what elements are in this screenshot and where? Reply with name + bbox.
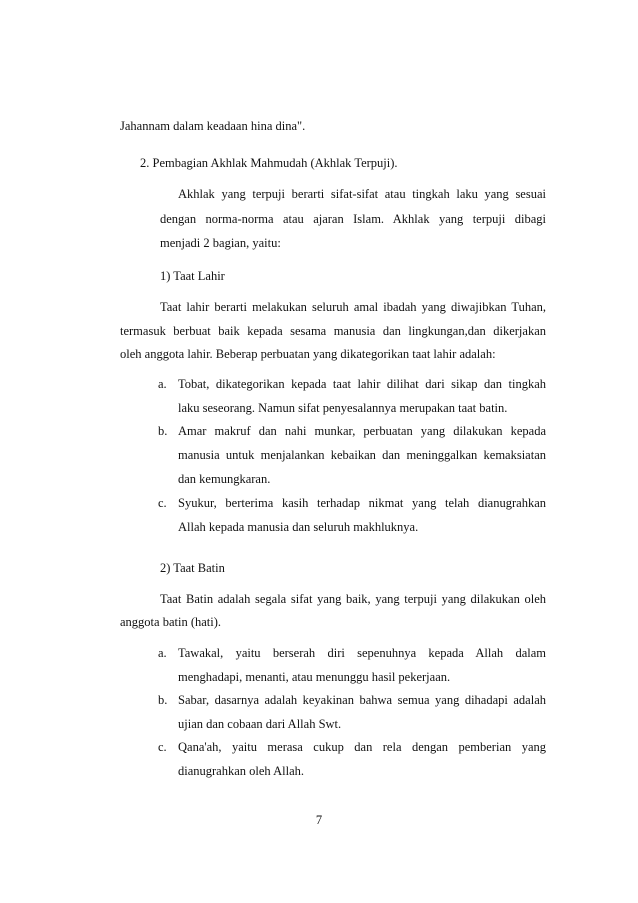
taat-lahir-para-line-2: termasuk berbuat baik kepada sesama manusia dan lingkungan,dan dikerjakan [120, 324, 546, 338]
list-item-line: Sabar, dasarnya adalah keyakinan bahwa semua yang dihadapi adalah [178, 693, 546, 707]
list-item-marker: a. [158, 377, 167, 391]
taat-lahir-para-line-3: oleh anggota lahir. Beberap perbuatan yang dikategorikan taat lahir adalah: [120, 347, 496, 361]
list-item-marker: c. [158, 740, 167, 754]
list-item-line: Syukur, berterima kasih terhadap nikmat yang telah dianugrahkan [178, 496, 546, 510]
list-item-line: dianugrahkan oleh Allah. [178, 764, 305, 778]
list-item-line: dan kemungkaran. [178, 472, 271, 486]
list-item-line: Tawakal, yaitu berserah diri sepenuhnya kepada Allah dalam [178, 646, 546, 660]
intro-line: Jahannam dalam keadaan hina dina". [120, 119, 306, 133]
section-heading: 2. Pembagian Akhlak Mahmudah (Akhlak Terpuji). [140, 156, 398, 170]
list-item-line: ujian dan cobaan dari Allah Swt. [178, 717, 342, 731]
taat-lahir-para-line-1: Taat lahir berarti melakukan seluruh amal ibadah yang diwajibkan Tuhan, [160, 300, 546, 314]
list-item-line: Amar makruf dan nahi munkar, perbuatan yang dilakukan kepada [178, 424, 546, 438]
list-item-line: laku seseorang. Namun sifat penyesalannya merupakan taat batin. [178, 401, 508, 415]
list-item-line: Tobat, dikategorikan kepada taat lahir dilihat dari sikap dan tingkah [178, 377, 546, 391]
section-intro-line-3: menjadi 2 bagian, yaitu: [160, 236, 281, 250]
list-item-marker: a. [158, 646, 167, 660]
list-item-marker: b. [158, 693, 168, 707]
list-item-marker: c. [158, 496, 167, 510]
taat-batin-para-line-2: anggota batin (hati). [120, 615, 222, 629]
list-item-marker: b. [158, 424, 168, 438]
list-item-line: Allah kepada manusia dan seluruh makhluknya. [178, 520, 419, 534]
taat-batin-para-line-1: Taat Batin adalah segala sifat yang baik, yang terpuji yang dilakukan oleh [160, 592, 546, 606]
page-number: 7 [315, 813, 323, 827]
taat-batin-heading: 2) Taat Batin [160, 561, 225, 575]
taat-lahir-heading: 1) Taat Lahir [160, 269, 225, 283]
section-intro-line-2: dengan norma-norma atau ajaran Islam. Akhlak yang terpuji dibagi [160, 212, 546, 226]
list-item-line: manusia untuk menjalankan kebaikan dan meninggalkan kemaksiatan [178, 448, 546, 462]
section-intro-line-1: Akhlak yang terpuji berarti sifat-sifat atau tingkah laku yang sesuai [178, 187, 546, 201]
list-item-line: menghadapi, menanti, atau menunggu hasil pekerjaan. [178, 670, 451, 684]
list-item-line: Qana'ah, yaitu merasa cukup dan rela dengan pemberian yang [178, 740, 546, 754]
